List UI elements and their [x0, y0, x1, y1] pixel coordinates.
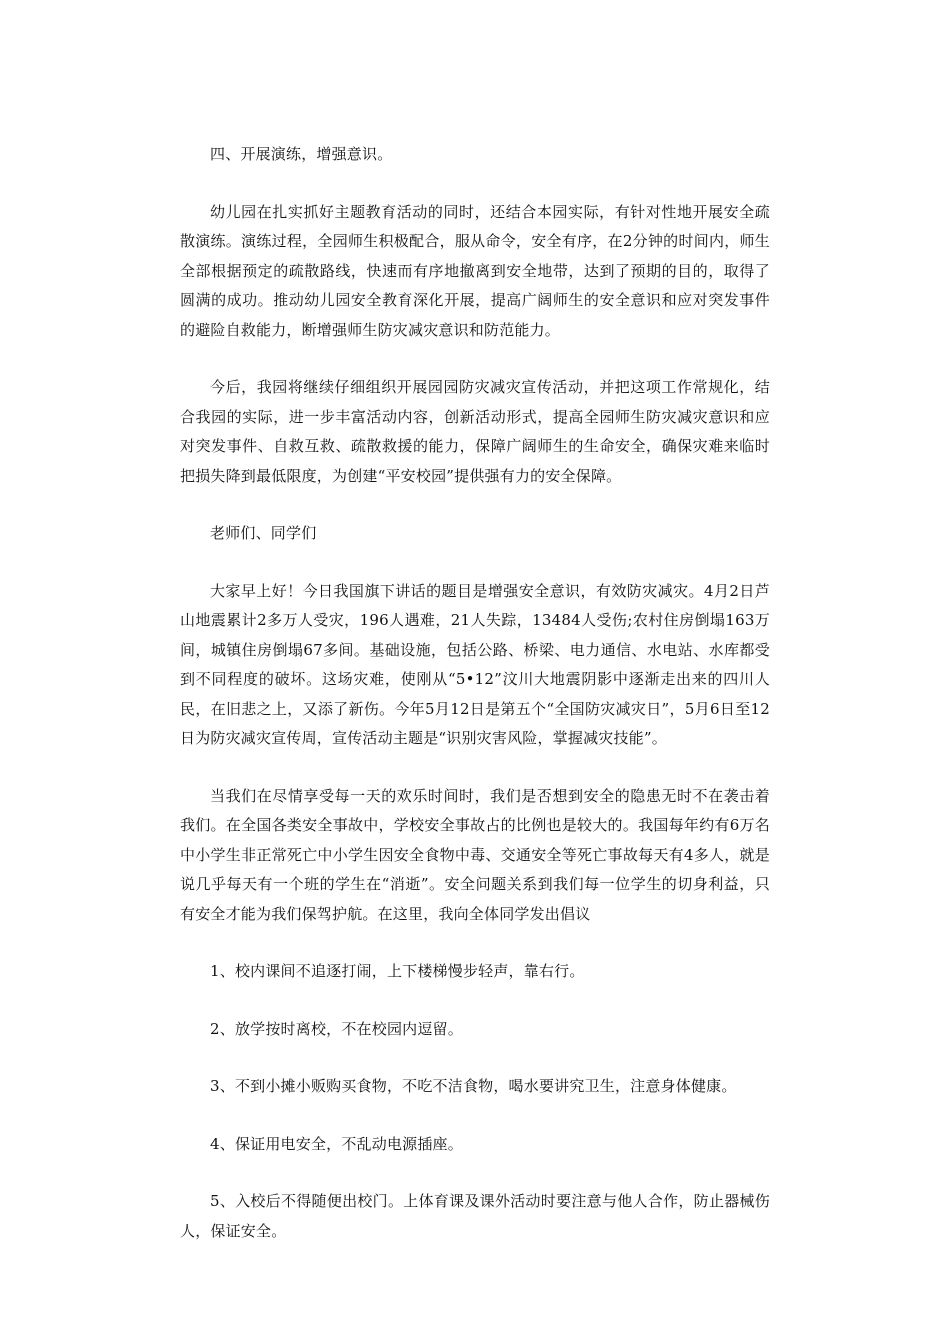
section-heading-4: 四、开展演练，增强意识。: [210, 145, 393, 163]
proposal-item-3: 3、不到小摊小贩购买食物，不吃不洁食物，喝水要讲究卫生，注意身体健康。: [210, 1077, 737, 1095]
proposal-item-5: 5、入校后不得随便出校门。上体育课及课外活动时要注意与他人合作，防止器械伤人，保证安全。: [180, 1192, 770, 1240]
paragraph-safety-hazards: 当我们在尽情享受每一天的欢乐时间时，我们是否想到安全的隐患无时不在袭击着我们。在全国各类安全事故中，学校安全事故占的比例也是较大的。我国每年约有6万名中小学生非正常死亡中小学生因安全食物中毒、交通安全等死亡事故每天有4多人，就是说几乎每天有一个班的学生在“消逝”。安全问题关系到我们每一位学生的切身利益，只有安全才能为我们保驾护航。在这里，我向全体同学发出倡议: [180, 786, 770, 923]
proposal-item-4: 4、保证用电安全，不乱动电源插座。: [210, 1134, 463, 1153]
paragraph-future-plan: 今后，我园将继续仔细组织开展园园防灾减灾宣传活动，并把这项工作常规化，结合我园的实际，进一步丰富活动内容，创新活动形式，提高全园师生防灾减灾意识和应对突发事件、自救互救、疏散救援的能力，保障广阔师生的生命安全，确保灾难来临时把损失降到最低限度，为创建“平安校园”提供强有力的安全保障。: [180, 378, 770, 485]
speech-salutation: 老师们、同学们: [210, 524, 317, 542]
proposal-item-2: 2、放学按时离校，不在校园内逗留。: [210, 1019, 463, 1038]
paragraph-drill: 幼儿园在扎实抓好主题教育活动的同时，还结合本园实际，有针对性地开展安全疏散演练。演练过程，全园师生积极配合，服从命令，安全有序，在2分钟的时间内，师生全部根据预定的疏散路线，快速而有序地撤离到安全地带，达到了预期的目的，取得了圆满的成功。推动幼儿园安全教育深化开展，提高广阔师生的安全意识和应对突发事件的避险自救能力，断增强师生防灾减灾意识和防范能力。: [180, 202, 770, 339]
document-body: [180, 140, 770, 1274]
proposal-item-1: 1、校内课间不追逐打闹，上下楼梯慢步轻声，靠右行。: [210, 962, 585, 980]
paragraph-earthquake: 大家早上好！今日我国旗下讲话的题目是增强安全意识，有效防灾减灾。4月2日芦山地震累计2多万人受灾，196人遇难，21人失踪，13484人受伤;农村住房倒塌163万间，城镇住房倒塌67多间。基础设施，包括公路、桥梁、电力通信、水电站、水库都受到不同程度的破坏。这场灾难，使刚从“5•12”汶川大地震阴影中逐渐走出来的四川人民，在旧悲之上，又添了新伤。今年5月12日是第五个“全国防灾减灾日”，5月6日至12日为防灾减灾宣传周，宣传活动主题是“识别灾害风险，掌握减灾技能”。: [180, 581, 770, 747]
